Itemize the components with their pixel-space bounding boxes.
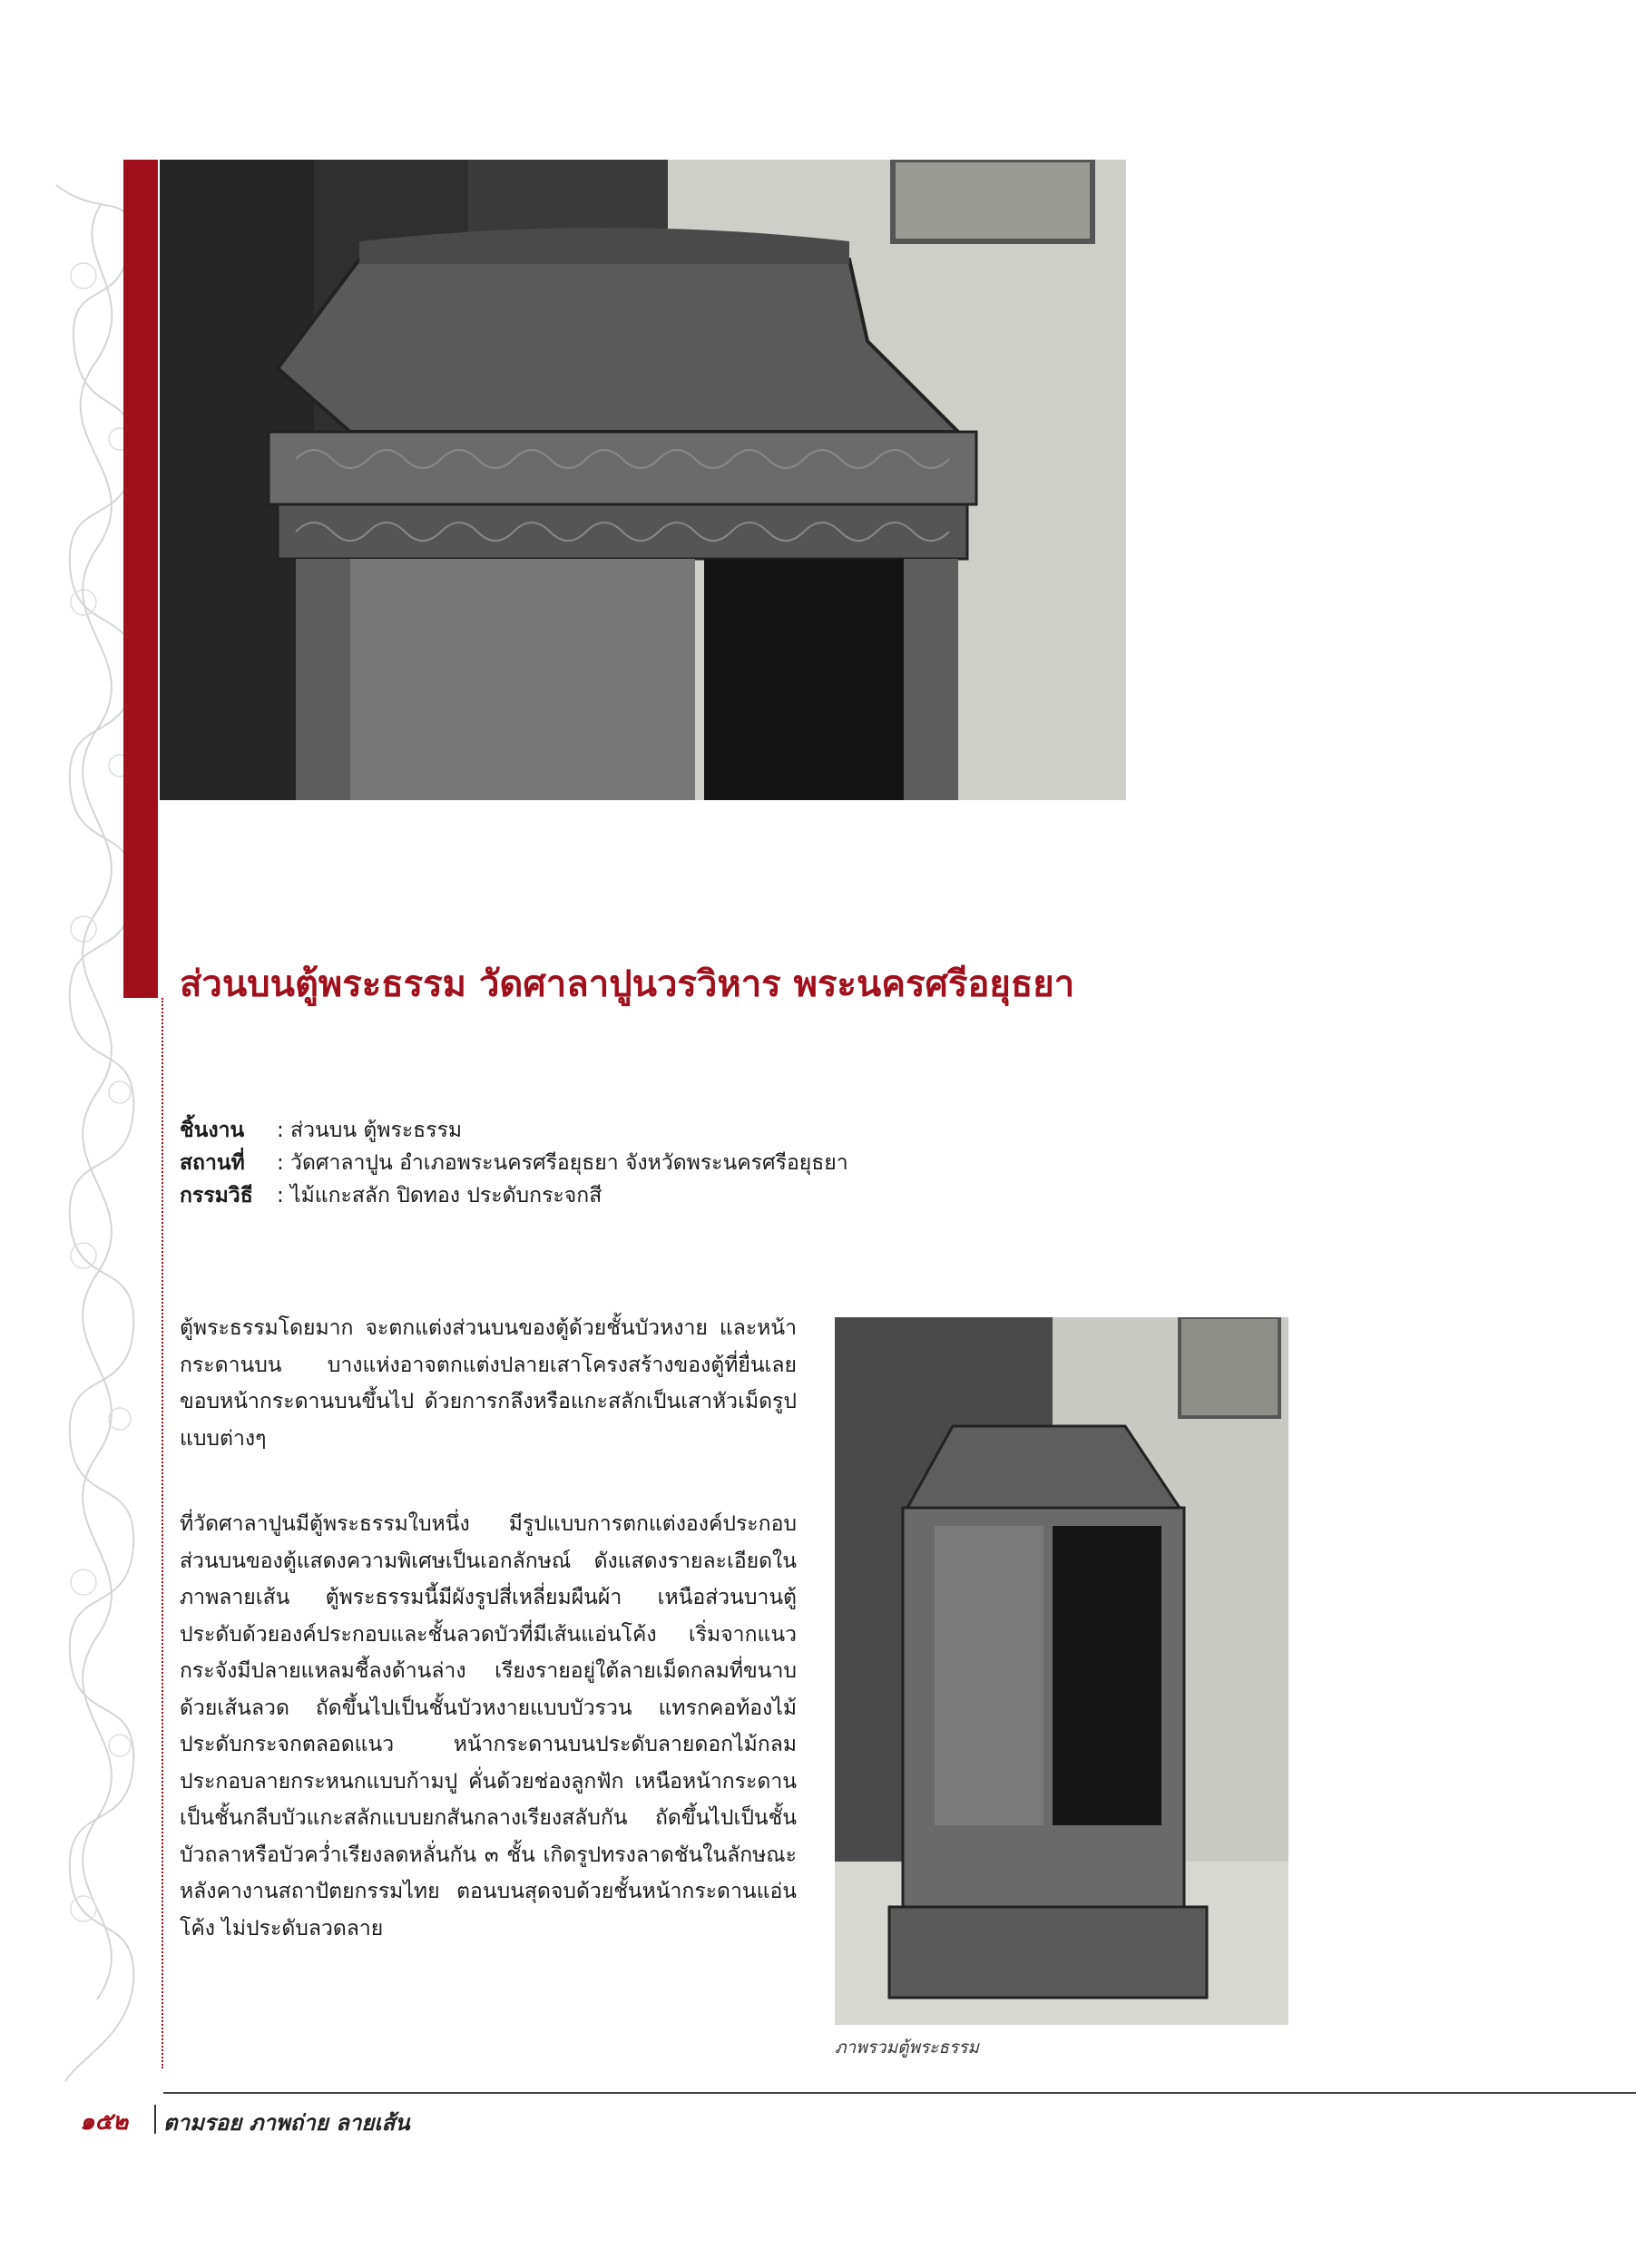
footer-rule [163,2092,1636,2094]
detail-row-location [180,1147,848,1179]
body-paragraph: ที่วัดศาลาปูนมีตู้พระธรรมใบหนึ่ง มีรูปแบบการตกแต่งองค์ประกอบส่วนบนของตู้แสดงความพิเศษเป็นเอกลักษณ์ ดังแสดงรายละเอียดในภาพลายเส้น ตู้พระธรรมนี้มีผังรูปสี่เหลี่ยมผืนผ้า เหนือส่วนบานตู้ ประดับด้วยองค์ประกอบและชั้นลวดบัวที่มีเส้นแอ่นโค้ง เริ่มจากแนวกระจังมีปลายแหลมชี้ลงด้านล่าง เรียงรายอยู่ใต้ลายเม็ดกลมที่ขนาบด้วยเส้นลวด ถัดขึ้นไปเป็นชั้นบัวหงายแบบบัวรวน แทรกคอท้องไม้ประดับกระจกตลอดแนว หน้ากระดานบนประดับลายดอกไม้กลม ประกอบลายกระหนกแบบก้ามปู คั่นด้วยช่องลูกฟัก เหนือหน้ากระดานเป็นชั้นกลีบบัวแกะสลักแบบยกสันกลางเรียงสลับกัน ถัดขึ้นไปเป็นชั้นบัวถลาหรือบัวคว่ำเรียงลดหลั่นกัน ๓ ชั้น เกิดรูปทรงลาดชันในลักษณะหลังคางานสถาปัตยกรรมไทย ตอนบนสุดจบด้วยชั้นหน้ากระดานแอ่นโค้ง ไม่ประดับลวดลาย [180,1512,797,1941]
book-title: ตามรอย ภาพถ่าย ลายเส้น [163,2110,410,2136]
artwork-details [180,1114,848,1212]
detail-label: ชิ้นงาน [180,1119,245,1142]
figure-caption: ภาพรวมตู้พระธรรม [835,2038,979,2058]
detail-row-technique [180,1179,848,1212]
main-photo [160,160,1126,800]
detail-value: : วัดศาลาปูน อำเภอพระนครศรีอยุธยา จังหวัดพระนครศรีอยุธยา [277,1151,848,1175]
footer-separator [154,2105,156,2134]
detail-label: สถานที่ [180,1151,245,1175]
detail-value: : ไม้แกะสลัก ปิดทอง ประดับกระจกสี [277,1184,602,1207]
cabinet-overview-photo [835,1317,1288,2025]
accent-bar [123,160,158,998]
body-paragraph: ตู้พระธรรมโดยมาก จะตกแต่งส่วนบนของตู้ด้วยชั้นบัวหงาย และหน้ากระดานบน บางแห่งอาจตกแต่งปลายเสาโครงสร้างของตู้ที่ยื่นเลยขอบหน้ากระดานบนขึ้นไป ด้วยการกลึงหรือแกะสลักเป็นเสาหัวเม็ดรูปแบบต่างๆ [180,1316,797,1451]
dotted-divider [162,998,163,2068]
detail-value: : ส่วนบน ตู้พระธรรม [277,1119,463,1142]
page-number: ๑๕๒ [80,2108,129,2136]
detail-label: กรรมวิธี [180,1184,253,1207]
detail-row-work [180,1114,848,1147]
page-title: ส่วนบนตู้พระธรรม วัดศาลาปูนวรวิหาร พระนครศรีอยุธยา [180,963,1075,1005]
